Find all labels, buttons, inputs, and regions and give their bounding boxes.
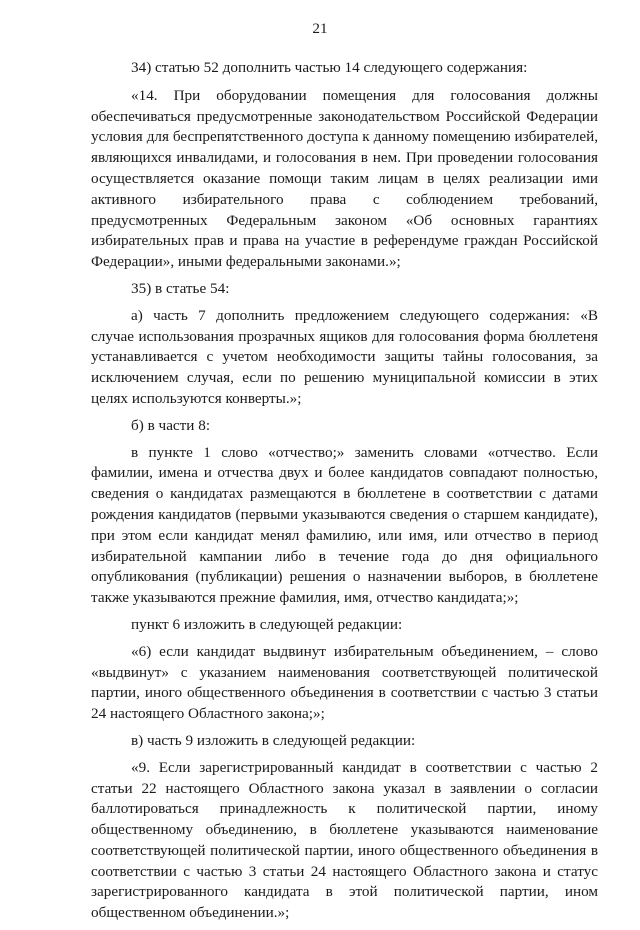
paragraph-part-9-intro: в) часть 9 изложить в следующей редакции: [131,731,416,749]
page-number: 21 [312,20,328,37]
paragraph-article-54: 35) в статье 54: [131,279,230,297]
paragraph-point-6-intro: пункт 6 изложить в следующей редакции: [131,615,403,633]
paragraph-article-52: 34) статью 52 дополнить частью 14 следующего содержания: [131,59,528,76]
paragraph-part-9-text: «9. Если зарегистрированный кандидат в соответствии с частью 2 статьи 22 настоящего Областного закона указал в заявлении о согласии баллотироваться принадлежность к политической партии, иному общественному объединению, в бюллетене указываются наименование соответствующей политической партии, иного общественного объединения в соответствии с частью 3 статьи 24 настоящего Областного закона и статус зарегистрированного кандидата в этой политической партии, ином общественном объединении.»; [91,758,598,922]
paragraph-part-7: а) часть 7 дополнить предложением следующего содержания: «В случае использования прозрачных ящиков для голосования форма бюллетеня устанавливается с учетом необходимости защиты тайны голосования, за исключением случая, если по решению муниципальной комиссии в этих целях используются конверты.»; [91,306,598,407]
paragraph-point-6-text: «6) если кандидат выдвинут избирательным объединением, – слово «выдвинут» с указанием наименования соответствующей политической партии, иного общественного объединения в соответствии с частью 3 статьи 24 настоящего Областного закона;»; [91,642,598,723]
paragraph-point-1: в пункте 1 слово «отчество;» заменить словами «отчество. Если фамилии, имена и отчества двух и более кандидатов совпадают полностью, сведения о кандидатах размещаются в бюллетене в соответствии с датами рождения кандидатов (первыми указываются сведения о старшем кандидате), при этом если кандидат менял фамилию, или имя, или отчество в период избирательной кампании либо в течение года до дня официального опубликования (публикации) решения о назначении выборов, в бюллетене также указываются прежние фамилия, имя, отчество кандидата;»; [91,443,598,607]
paragraph-part-14-text: «14. При оборудовании помещения для голосования должны обеспечиваться предусмотренные законодательством Российской Федерации условия для беспрепятственного доступа к данному помещению избирателей, являющихся инвалидами, и голосования в нем. При проведении голосования осуществляется оказание помощи таким лицам в целях реализации ими активного избирательного права с соблюдением требований, предусмотренных Федеральным законом «Об основных гарантиях избирательных прав и права на участие в референдуме граждан Российской Федерации», иными федеральными законами.»; [91,86,598,271]
document-body [91,58,598,930]
paragraph-part-8: б) в части 8: [131,416,211,434]
